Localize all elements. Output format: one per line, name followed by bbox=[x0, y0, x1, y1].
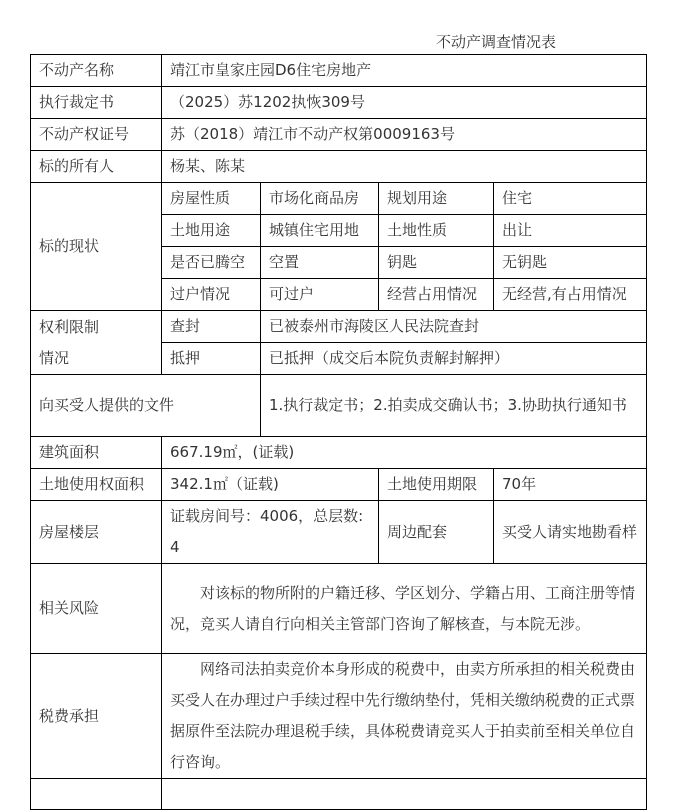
risk-label: 相关风险 bbox=[31, 564, 162, 654]
surround-label: 周边配套 bbox=[379, 501, 494, 564]
row-ruling bbox=[31, 87, 647, 119]
property-name-label: 不动产名称 bbox=[31, 55, 162, 87]
row-building-area bbox=[31, 437, 647, 469]
row-owner bbox=[31, 151, 647, 183]
restriction-label bbox=[31, 311, 162, 375]
owner-value: 杨某、陈某 bbox=[162, 151, 647, 183]
status-cell: 城镇住宅用地 bbox=[261, 215, 379, 247]
row-restriction-seal bbox=[31, 311, 647, 343]
surround-value: 买受人请实地勘看样 bbox=[494, 501, 647, 564]
risk-value: 对该标的物所附的户籍迁移、学区划分、学籍占用、工商注册等情况，竞买人请自行向相关主管部门咨询了解核查，与本院无涉。 bbox=[162, 564, 647, 654]
status-cell: 房屋性质 bbox=[162, 183, 261, 215]
status-cell: 规划用途 bbox=[379, 183, 494, 215]
status-cell: 出让 bbox=[494, 215, 647, 247]
status-cell: 钥匙 bbox=[379, 247, 494, 279]
row-status-1 bbox=[31, 183, 647, 215]
row-land-area bbox=[31, 469, 647, 501]
row-property-name bbox=[31, 55, 647, 87]
status-cell: 过户情况 bbox=[162, 279, 261, 311]
page-title: 不动产调查情况表 bbox=[436, 33, 557, 51]
cert-no-value: 苏（2018）靖江市不动产权第0009163号 bbox=[162, 119, 647, 151]
documents-value: 1.执行裁定书；2.拍卖成交确认书；3.协助执行通知书 bbox=[261, 375, 647, 437]
land-area-label: 土地使用权面积 bbox=[31, 469, 162, 501]
restriction-label-line2: 情况 bbox=[39, 348, 70, 367]
status-cell: 无钥匙 bbox=[494, 247, 647, 279]
property-name-value: 靖江市皇家庄园D6住宅房地产 bbox=[162, 55, 647, 87]
row-cert-no bbox=[31, 119, 647, 151]
land-term-value: 70年 bbox=[494, 469, 647, 501]
status-label: 标的现状 bbox=[31, 183, 162, 311]
mortgage-value: 已抵押（成交后本院负责解封解押） bbox=[261, 343, 647, 375]
land-term-label: 土地使用期限 bbox=[379, 469, 494, 501]
status-cell: 经营占用情况 bbox=[379, 279, 494, 311]
documents-label: 向买受人提供的文件 bbox=[31, 375, 261, 437]
status-cell: 土地性质 bbox=[379, 215, 494, 247]
status-cell: 市场化商品房 bbox=[261, 183, 379, 215]
tax-value: 网络司法拍卖竞价本身形成的税费中，由卖方所承担的相关税费由买受人在办理过户手续过程中先行缴纳垫付，凭相关缴纳税费的正式票据原件至法院办理退税手续，具体税费请竞买人于拍卖前至相关单位自行咨询。 bbox=[162, 654, 647, 779]
ruling-label: 执行裁定书 bbox=[31, 87, 162, 119]
building-area-label: 建筑面积 bbox=[31, 437, 162, 469]
row-floor bbox=[31, 501, 647, 564]
floor-value: 证载房间号：4006，总层数:4 bbox=[162, 501, 379, 564]
status-cell: 土地用途 bbox=[162, 215, 261, 247]
seal-value: 已被泰州市海陵区人民法院查封 bbox=[261, 311, 647, 343]
cert-no-label: 不动产权证号 bbox=[31, 119, 162, 151]
next-row-cell bbox=[162, 779, 647, 810]
next-row-cell bbox=[31, 779, 162, 810]
row-next bbox=[31, 779, 647, 810]
status-cell: 是否已腾空 bbox=[162, 247, 261, 279]
building-area-value: 667.19㎡，(证载) bbox=[162, 437, 647, 469]
land-area-value: 342.1㎡（证载) bbox=[162, 469, 379, 501]
row-tax bbox=[31, 654, 647, 779]
status-cell: 空置 bbox=[261, 247, 379, 279]
property-survey-table bbox=[30, 54, 647, 810]
row-risk bbox=[31, 564, 647, 654]
ruling-value: （2025）苏1202执恢309号 bbox=[162, 87, 647, 119]
tax-label: 税费承担 bbox=[31, 654, 162, 779]
status-cell: 住宅 bbox=[494, 183, 647, 215]
mortgage-label: 抵押 bbox=[162, 343, 261, 375]
floor-label: 房屋楼层 bbox=[31, 501, 162, 564]
seal-label: 查封 bbox=[162, 311, 261, 343]
row-documents bbox=[31, 375, 647, 437]
owner-label: 标的所有人 bbox=[31, 151, 162, 183]
status-cell: 无经营,有占用情况 bbox=[494, 279, 647, 311]
restriction-label-line1: 权利限制 bbox=[39, 317, 100, 336]
status-cell: 可过户 bbox=[261, 279, 379, 311]
